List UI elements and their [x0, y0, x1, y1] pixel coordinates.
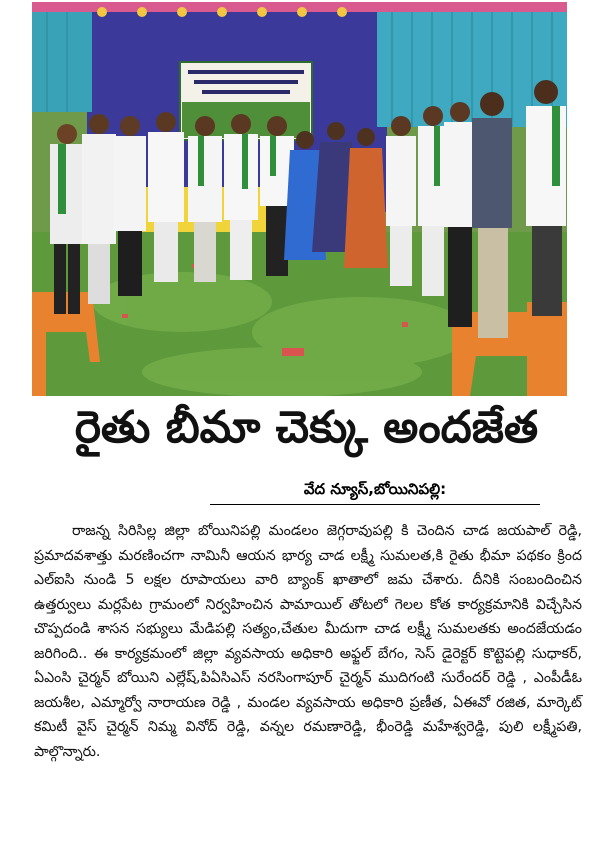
- news-photo: [32, 2, 567, 396]
- byline: వేద న్యూస్,బోయినిపల్లి:: [303, 480, 447, 498]
- byline-underline: [210, 504, 540, 505]
- group-photo-illustration: [32, 2, 567, 396]
- article-body: రాజన్న సిరిసిల్ల జిల్లా బోయినిపల్లి మండలం జెగ్గరావుపల్లి కి చెందిన చాడ జయపాల్ రెడ్డి, ప్రమాదవశాత్తు మరణించగా నామినీ ఆయన భార్య చాడ లక్ష్మీ సుమలత,కి రైతు భీమా పథకం క్రింద ఎల్ఐసి నుండి 5 లక్షల రూపాయలు వారి బ్యాంక్ ఖాతాలో జమ చేశారు. దీనికి సంబందించిన ఉత్తర్వులు మర్లపేట గ్రామంలో నిర్వహించిన పామాయిల్ తోటలో గెలల కోత కార్యక్రమానికి విచ్చేసిన చొప్పదండి శాసన సభ్యులు మేడిపల్లి సత్యం,చేతుల మీదుగా చాడ లక్ష్మీ సుమలతకు అందజేయడం జరిగింది.. ఈ కార్యక్రమంలో జిల్లా వ్యవసాయ అధికారి అఫ్జల్ బేగం, సెస్ డైరెక్టర్ కొట్టెపల్లి సుధాకర్, ఏఎంసి చైర్మన్ బోయిని ఎల్లేష్,పిఏసిఎస్ నరసింగాపూర్ చైర్మన్ ముదిగంటి సురేందర్ రెడ్డి , ఎంపీడీఓ జయశీల, ఎమ్మార్వో నారాయణ రెడ్డి , మండల వ్యవసాయ అధికారి ప్రణీత, ఏఈవో రజిత, మార్కెట్ కమిటీ వైస్ చైర్మన్ నిమ్మ వినోద్ రెడ్డి, వన్నల రమణారెడ్డి, భీంరెడ్డి మహేశ్వరెడ్డి, పులి లక్ష్మీపతి, పాల్గొన్నారు.: [34, 523, 582, 760]
- headline: రైతు బీమా చెక్కు అందజేత: [74, 402, 539, 453]
